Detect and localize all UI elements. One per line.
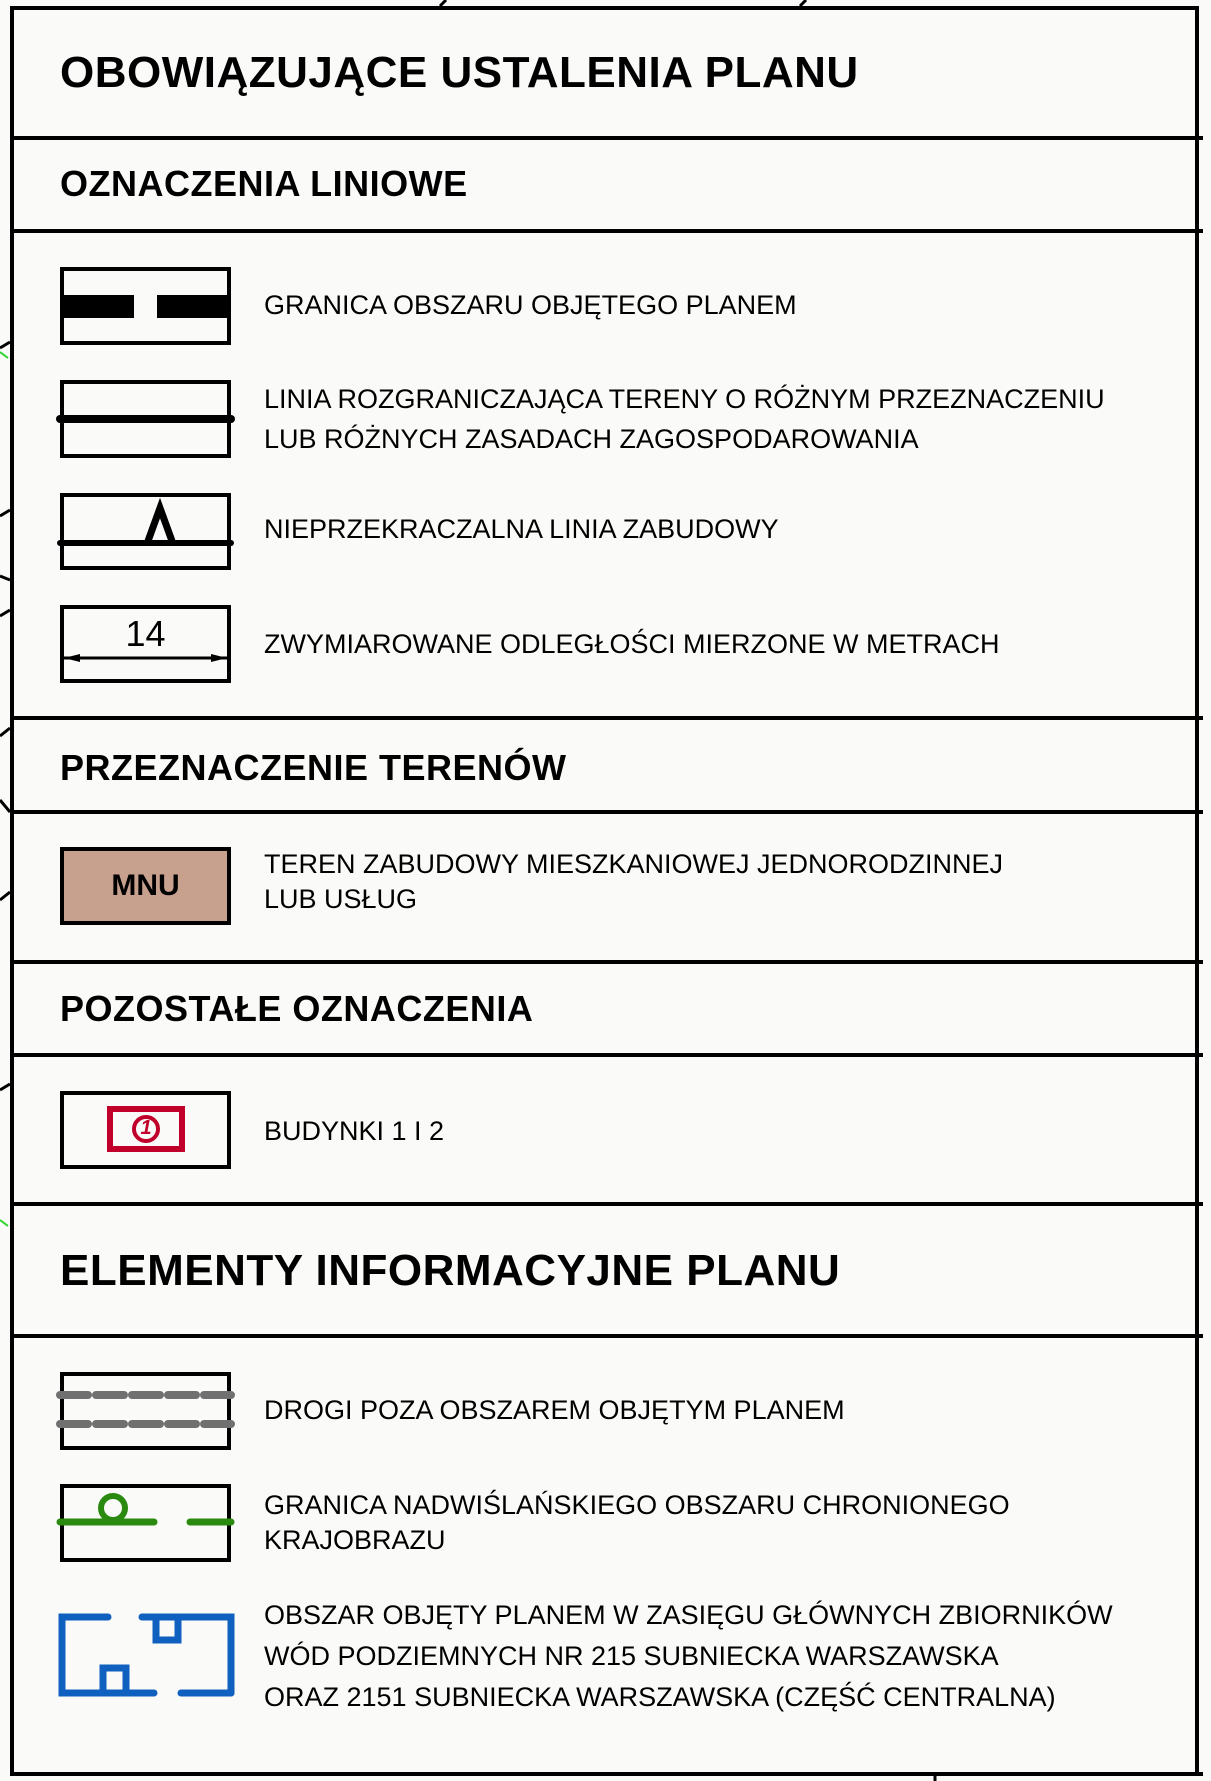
building-line-icon (60, 493, 231, 570)
divider (10, 1053, 1203, 1057)
legend-item-label: LINIA ROZGRANICZAJĄCA TERENY O RÓŻNYM PRZEZNACZENIU LUB RÓŻNYCH ZASADACH ZAGOSPODAROWANIA (264, 384, 1105, 454)
divider (10, 136, 1203, 140)
divider (10, 1202, 1203, 1206)
section-title-linear: OZNACZENIA LINIOWE (60, 163, 468, 204)
divider (10, 1772, 1203, 1776)
dimension-value: 14 (125, 613, 166, 654)
legend-item-label: OBSZAR OBJĘTY PLANEM W ZASIĘGU GŁÓWNYCH ZBIORNIKÓW WÓD PODZIEMNYCH NR 215 SUBNIECKA WARSZAWSKA ORAZ 2151 SUBNIECKA WARSZAWSKA (CZĘŚĆ CENTRALNA) (264, 1600, 1113, 1712)
mnu-zone-icon (60, 847, 231, 925)
legend-item-label: ZWYMIAROWANE ODLEGŁOŚCI MIERZONE W METRACH (264, 629, 1000, 659)
protected-landscape-icon (60, 1484, 231, 1562)
plan-boundary-icon (60, 267, 231, 345)
building-number: 1 (140, 1117, 152, 1139)
mnu-symbol-text: MNU (111, 869, 180, 902)
legend-item-label: BUDYNKI 1 I 2 (264, 1116, 445, 1146)
divider (10, 716, 1203, 720)
info-section-title: ELEMENTY INFORMACYJNE PLANU (60, 1246, 841, 1295)
divider (10, 229, 1203, 233)
divider (10, 1334, 1203, 1338)
legend-item-label: DROGI POZA OBSZAREM OBJĘTYM PLANEM (264, 1395, 845, 1425)
legend-item-label: TEREN ZABUDOWY MIESZKANIOWEJ JEDNORODZINNEJ LUB USŁUG (264, 849, 1004, 914)
section-title-land-use: PRZEZNACZENIE TERENÓW (60, 747, 567, 788)
groundwater-area-icon (60, 1612, 231, 1694)
legend-item-label: NIEPRZEKRACZALNA LINIA ZABUDOWY (264, 514, 779, 544)
demarcation-line-icon (60, 380, 231, 458)
legend-item-label: GRANICA NADWIŚLAŃSKIEGO OBSZARU CHRONIONEGO KRAJOBRAZU (264, 1490, 1010, 1555)
roads-outside-icon (60, 1372, 231, 1450)
dimension-icon (60, 605, 231, 683)
buildings-icon (60, 1091, 231, 1169)
legend-main-title: OBOWIĄZUJĄCE USTALENIA PLANU (60, 48, 859, 97)
divider (10, 960, 1203, 964)
section-title-other: POZOSTAŁE OZNACZENIA (60, 988, 534, 1029)
divider (10, 810, 1203, 814)
legend-item-label: GRANICA OBSZARU OBJĘTEGO PLANEM (264, 290, 797, 320)
